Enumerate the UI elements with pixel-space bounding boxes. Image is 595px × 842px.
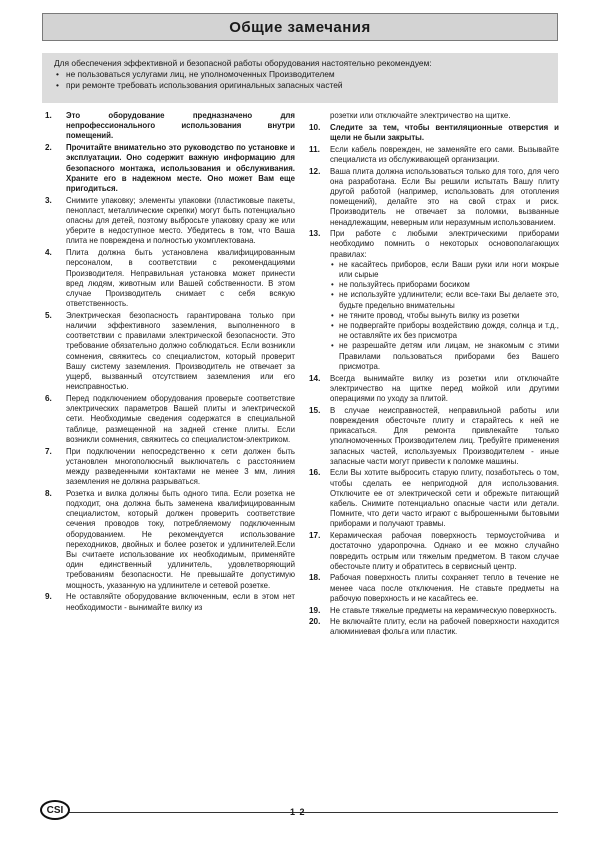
list-item-7 [45, 447, 295, 488]
list-item-5 [45, 311, 295, 393]
item-text: Всегда вынимайте вилку из розетки или отключайте электричество на щитке перед мойкой или другими операциями по уходу за плитой. [330, 373, 559, 403]
item-number: 7. [45, 446, 52, 456]
list-item-9 [45, 592, 295, 612]
list-item-3 [45, 196, 295, 247]
list-item-10 [309, 123, 559, 143]
rule-item: • не тяните провод, чтобы вынуть вилку из розетки [330, 311, 559, 321]
intro-list [54, 69, 546, 91]
item-number: 12. [309, 166, 321, 176]
rules-list [330, 260, 559, 372]
page-title: Общие замечания [229, 18, 371, 36]
item-number: 11. [309, 144, 320, 154]
rule-item: • не касайтесь приборов, если Ваши руки или ноги мокрые или сырые [330, 260, 559, 280]
csi-logo-text: CSI [46, 804, 64, 816]
list-item-4 [45, 248, 295, 309]
list-item-17 [309, 531, 559, 572]
item-text: При работе с любыми электрическими приборами необходимо помнить о некоторых основополагающих правилах: [330, 229, 559, 259]
item-body [330, 229, 559, 372]
list-item-15 [309, 406, 559, 467]
item-number: 6. [45, 393, 52, 403]
item-number: 18. [309, 573, 321, 583]
rule-item: • не подвергайте приборы воздействию дождя, солнца и т.д., не оставляйте их без присмотра [330, 321, 559, 341]
item-text: Перед подключением оборудования проверьте соответствие электрических параметров Вашей плиты и электрической сети. Необходимые сведения содержатся в специальной таблице, размещенной на задней стенке плиты. Если возникли сомнения, свяжитесь со специалистом-электриком. [66, 393, 295, 444]
list-item-20 [309, 617, 559, 637]
item-number: 2. [45, 143, 52, 153]
list-item-12 [309, 167, 559, 228]
list-item-2 [45, 143, 295, 194]
item-number: 5. [45, 310, 52, 320]
item-text: Ваша плита должна использоваться только для того, для чего она разработана. Если Вы решили испытать Вашу плиту другой работой (например, использовать для отопления помещений), делайте это на свой страх и риск. Производитель не отвечает за поломки, вызванные ненадлежащим, неверным или неразумным использованием. [330, 166, 559, 227]
intro-bullet: • не пользоваться услугами лиц, не уполномоченных Производителем [54, 69, 546, 80]
item-text: Плита должна быть установлена квалифицированным персоналом, в соответствии с рекомендациями Производителя. Неправильная установка может принести вред людям, животным или Вашей собственности. В этом случае Производитель снимает с себя всякую ответственность. [66, 248, 295, 309]
rule-item: • не разрешайте детям или лицам, не знакомым с этими Правилами пользоваться приборами без Вашего присмотра. [330, 341, 559, 372]
list-item-1 [45, 111, 295, 142]
item-text: Керамическая рабочая поверхность термоустойчива и достаточно ударопрочна. Однако и ее можно случайно повредить острым или тяжелым предметом. В таком случае обесточьте плиту и обратитесь в сервисный центр. [330, 531, 559, 571]
list-item-14 [309, 374, 559, 405]
item-text: В случае неисправностей, неправильной работы или повреждения обесточьте плиту и старайтесь к ней не прикасаться. Для ремонта привлекайте только уполномоченных Производителем лиц. Требуйте применения запасных частей, используемых Производителем - иные запасные части могут привести к поломке машины. [330, 405, 559, 466]
list-item-16 [309, 468, 559, 529]
intro-bullet: • при ремонте требовать использования оригинальных запасных частей [54, 80, 546, 91]
left-column [45, 111, 295, 614]
item-number: 15. [309, 405, 321, 415]
item-text: Электрическая безопасность гарантирована только при наличии эффективного заземления, выполненного в соответствии с правилами электрической безопасности. Это требование обязательно должно соблюдаться. Если возникли сомнения, свяжитесь со специалистом, который проверит Вашу систему заземления. Производитель не отвечает за ущерб, вызванный отсутствием заземления или его неисправностью. [66, 310, 295, 392]
rule-item: • не пользуйтесь приборами босиком [330, 280, 559, 290]
intro-box [42, 53, 558, 103]
intro-lead: Для обеспечения эффективной и безопасной работы оборудования настоятельно рекомендуем: [54, 58, 432, 68]
list-item-8 [45, 489, 295, 591]
item-text: Если Вы хотите выбросить старую плиту, позаботьтесь о том, чтобы сделать ее непригодной для использования. Отключите ее от электрической сети и обрежьте питающий кабель. Снимите потенциально опасные части или детали. Помните, что дети часто играют с выброшенными бытовыми приборами и получают травмы. [330, 468, 559, 529]
item-text: Не ставьте тяжелые предметы на керамическую поверхность. [330, 605, 557, 615]
item-text: Следите за тем, чтобы вентиляционные отверстия и щели не были закрыты. [330, 122, 559, 142]
item-number: 3. [45, 195, 52, 205]
item-number: 17. [309, 531, 321, 541]
item-number: 19. [309, 605, 321, 615]
list-item-18 [309, 573, 559, 604]
csi-logo [40, 800, 70, 820]
item-9-continuation: розетки или отключайте электричество на щитке. [330, 111, 511, 120]
item-number: 14. [309, 373, 321, 383]
item-number: 16. [309, 468, 321, 478]
item-number: 1. [45, 111, 52, 120]
list-item-6 [45, 394, 295, 445]
page-number: 1 2 [290, 807, 306, 817]
title-banner [42, 13, 558, 41]
item-text: При подключении непосредственно к сети должен быть установлен многополюсный выключатель с расстоянием между разведенными контактами не менее 3 мм, линия заземления не должна разрываться. [66, 446, 295, 487]
item-number: 9. [45, 592, 52, 602]
item-text: Если кабель поврежден, не заменяйте его сами. Вызывайте специалиста из обслуживающей организации. [330, 144, 559, 164]
right-column [309, 111, 559, 639]
list-item-13 [309, 229, 559, 372]
item-text: Прочитайте внимательно это руководство по установке и эксплуатации. Оно содержит важную информацию для безопасного монтажа, использования и обслуживания. Храните его в надежном месте. Оно может Вам еще пригодиться. [66, 143, 295, 193]
item-number: 8. [45, 488, 52, 498]
item-text: Снимите упаковку; элементы упаковки (пластиковые пакеты, пенопласт, металлические скрепки) могут быть потенциально опасны для детей, поэтому выбросьте упаковку сразу же или уберите в недоступное место. Убедитесь в том, что Ваша плита не повреждена и полностью укомплектована. [66, 195, 295, 246]
list-item-11 [309, 145, 559, 165]
item-text: Это оборудование предназначено для непрофессионального использования внутри помещений. [66, 111, 295, 141]
item-text: Розетка и вилка должны быть одного типа. Если розетка не подходит, она должна быть заменена квалифицированным специалистом, который должен проверить соответствие сечения проводов току, потребляемому подключенным оборудованием. Не рекомендуется использование переходников, двойных и более розеток и удлинителей.Если Вы считаете использование их необходимым, применяйте один единственный удлинитель, удовлетворяющий требованиям безопасности. Не превышайте допустимую мощность, указанную на удлинителе и сетевой розетке. [66, 488, 295, 590]
item-text: Не включайте плиту, если на рабочей поверхности находится алюминиевая фольга или пластик. [330, 617, 559, 637]
item-number: 13. [309, 229, 321, 239]
item-number: 4. [45, 248, 52, 258]
item-text: Рабочая поверхность плиты сохраняет тепло в течение не менее часа после отключения. Не ставьте предметы на рабочую поверхность и не касайтесь ее. [330, 573, 559, 603]
item-text: Не оставляйте оборудование включенным, если в этом нет необходимости - вынимайте вилку из [66, 592, 295, 612]
item-number: 20. [309, 617, 321, 627]
list-item-19 [309, 606, 559, 616]
rule-item: • не используйте удлинители; если все-таки Вы делаете это, будьте предельно внимательны [330, 290, 559, 310]
item-number: 10. [309, 122, 321, 132]
